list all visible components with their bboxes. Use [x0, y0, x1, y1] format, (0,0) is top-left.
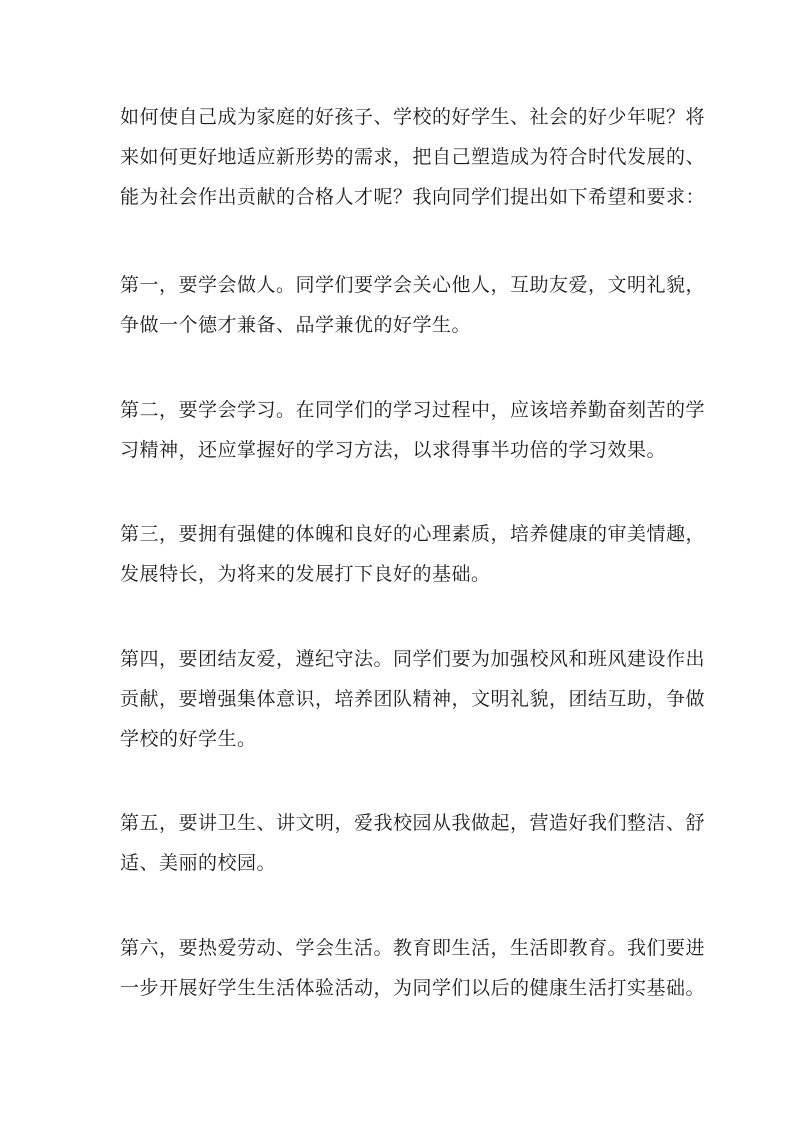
- paragraph-line: 来如何更好地适应新形势的需求，把自己塑造成为符合时代发展的、: [120, 146, 706, 168]
- paragraph-line: 第三，要拥有强健的体魄和良好的心理素质，培养健康的审美情趣，: [120, 523, 706, 545]
- paragraph-line: 争做一个德才兼备、品学兼优的好学生。: [120, 314, 472, 336]
- paragraph-line: 发展特长，为将来的发展打下良好的基础。: [120, 563, 491, 585]
- paragraph-line: 第六，要热爱劳动、学会生活。教育即生活，生活即教育。我们要进: [120, 937, 706, 959]
- requirement-paragraph-1: [120, 265, 706, 345]
- paragraph-line: 第一，要学会做人。同学们要学会关心他人，互助友爱，文明礼貌，: [120, 274, 706, 296]
- paragraph-line: 适、美丽的校园。: [120, 852, 277, 874]
- requirement-paragraph-2: [120, 390, 706, 470]
- paragraph-line: 第二，要学会学习。在同学们的学习过程中，应该培养勤奋刻苦的学: [120, 399, 706, 421]
- paragraph-line: 能为社会作出贡献的合格人才呢？我向同学们提出如下希望和要求：: [120, 186, 706, 208]
- paragraph-line: 第四，要团结友爱，遵纪守法。同学们要为加强校风和班风建设作出: [120, 648, 706, 670]
- requirement-paragraph-6: [120, 928, 706, 1008]
- requirement-paragraph-5: [120, 803, 706, 883]
- paragraph-line: 如何使自己成为家庭的好孩子、学校的好学生、社会的好少年呢？将: [120, 106, 706, 128]
- intro-paragraph: [120, 97, 706, 217]
- requirement-paragraph-4: [120, 639, 706, 759]
- paragraph-line: 学校的好学生。: [120, 728, 257, 750]
- requirement-paragraph-3: [120, 514, 706, 594]
- paragraph-line: 第五，要讲卫生、讲文明，爱我校园从我做起，营造好我们整洁、舒: [120, 812, 706, 834]
- paragraph-line: 贡献，要增强集体意识，培养团队精神，文明礼貌，团结互助，争做: [120, 688, 706, 710]
- paragraph-line: 习精神，还应掌握好的学习方法，以求得事半功倍的学习效果。: [120, 439, 667, 461]
- paragraph-line: 一步开展好学生生活体验活动，为同学们以后的健康生活打实基础。: [120, 977, 706, 999]
